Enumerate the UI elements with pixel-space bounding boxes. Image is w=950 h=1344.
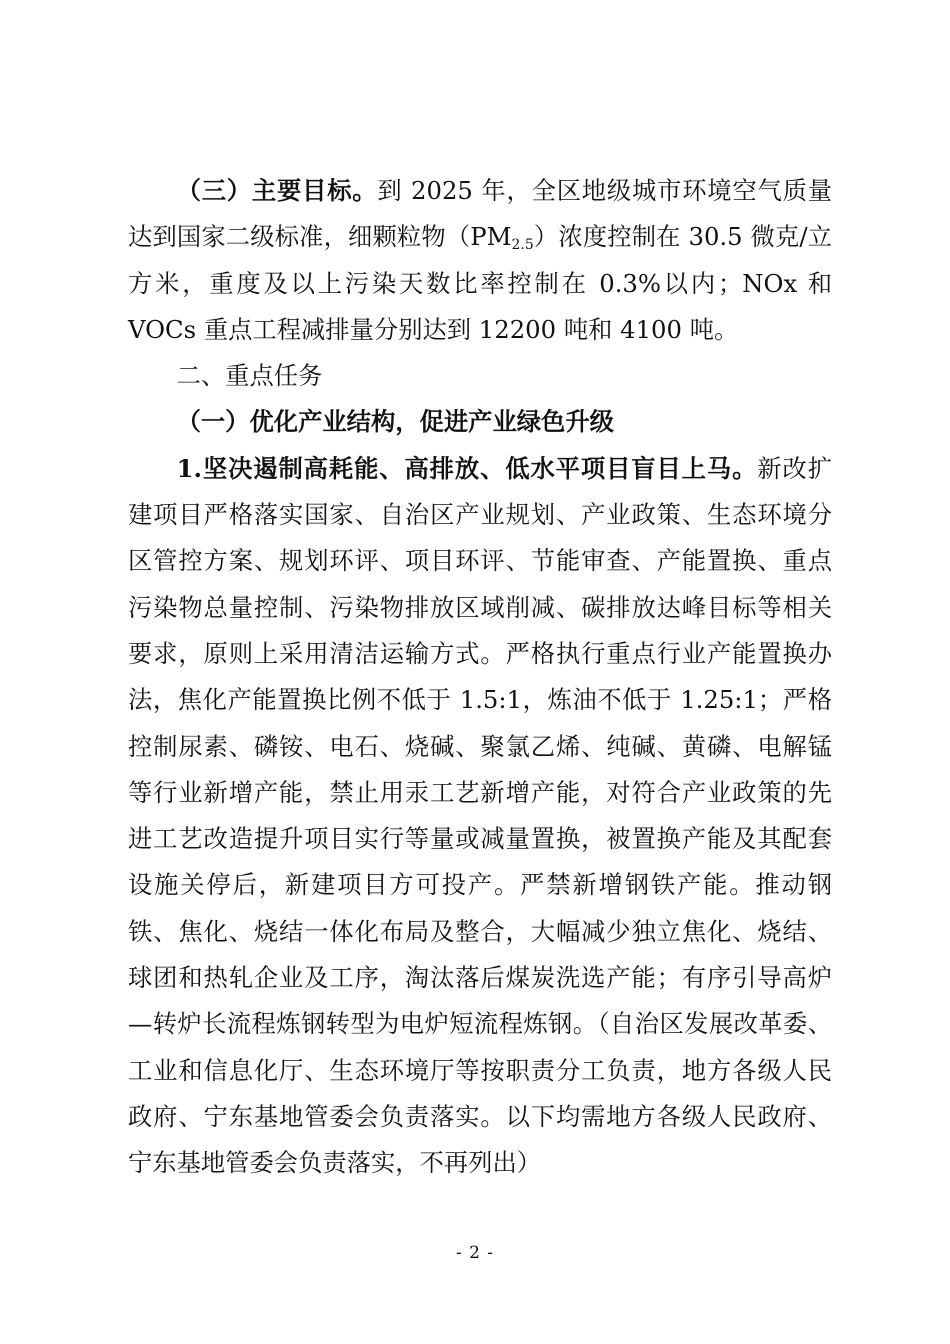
section-heading-key-tasks: 二、重点任务 — [176, 361, 323, 391]
item-one-text: 新改扩建项目严格落实国家、自治区产业规划、产业政策、生态环境分区管控方案、规划环评、项目环评、节能审查、产能置换、重点污染物总量控制、污染物排放区域削减、碳排放达峰目标等相关要求，原则上采用清洁运输方式。严格执行重点行业产能置换办法，焦化产能置换比例不低于 1.5:1，炼油不低于 1.25:1；严格控制尿素、磷铵、电石、烧碱、聚氯乙烯、纯碱、黄磷、电解锰等行业新增产能，禁止用汞工艺新增产能，对符合产业政策的先进工艺改造提升项目实行等量或减量置换，被置换产能及其配套设施关停后，新建项目方可投产。严禁新增钢铁产能。推动钢铁、焦化、烧结一体化布局及整合，大幅减少独立焦化、烧结、球团和热轧企业及工序，淘汰落后煤炭洗选产能；有序引导高炉—转炉长流程炼钢转型为电炉短流程炼钢。（自治区发展改革委、工业和信息化厅、生态环境厅等按职责分工负责，地方各级人民政府、宁东基地管委会负责落实。以下均需地方各级人民政府、宁东基地管委会负责落实，不再列出） — [128, 453, 832, 1178]
paragraph-item-one — [128, 446, 832, 1187]
paragraph-main-goals — [128, 168, 832, 353]
page-number: - 2 - — [455, 1243, 495, 1263]
goals-text-part-a: 到 2025 年，全区地级城市环境空气质量达到国家二级标准，细颗粒物（PM — [128, 176, 833, 252]
pm-subscript: 2.5 — [511, 237, 534, 254]
goals-heading: （三）主要目标。 — [176, 176, 378, 205]
goals-text-part-b: ）浓度控制在 30.5 微克/立方米，重度及以上污染天数比率控制在 0.3%以内；NOx 和 VOCs 重点工程减排量分别达到 12200 吨和 4100 吨。 — [128, 222, 833, 344]
document-body — [128, 168, 832, 1187]
subsection-heading-industry-structure: （一）优化产业结构，促进产业绿色升级 — [176, 407, 614, 437]
item-one-heading: 1.坚决遏制高耗能、高排放、低水平项目盲目上马。 — [176, 453, 758, 483]
